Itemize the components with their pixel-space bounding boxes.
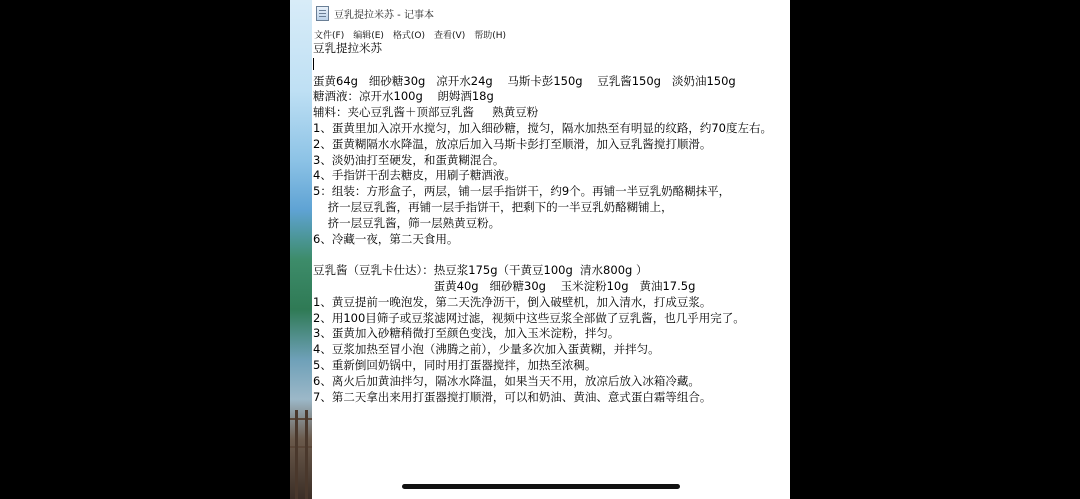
text-line: 豆乳酱（豆乳卡仕达）：热豆浆175g（干黄豆100g 清水800g ） xyxy=(313,263,648,278)
wallpaper-post xyxy=(305,410,308,499)
text-line: 蛋黄40g 细砂糖30g 玉米淀粉10g 黄油17.5g xyxy=(313,278,696,293)
text-caret xyxy=(313,58,314,70)
text-line xyxy=(313,247,790,263)
text-line: 5：组装：方形盒子，两层，铺一层手指饼干，约9个。再铺一半豆乳奶酪糊抹平， xyxy=(313,184,731,199)
text-line: 挤一层豆乳酱，筛一层熟黄豆粉。 xyxy=(313,215,501,230)
text-line: 糖酒液：凉开水100g 朗姆酒18g xyxy=(313,89,494,104)
text-line: 7、第二天拿出来用打蛋器搅打顺滑，可以和奶油、黄油、意式蛋白霜等组合。 xyxy=(313,389,712,404)
menu-view[interactable]: 查看(V) xyxy=(434,30,466,41)
text-line: 辅料：夹心豆乳酱＋顶部豆乳酱 熟黄豆粉 xyxy=(313,105,539,120)
notepad-icon xyxy=(316,6,329,21)
wallpaper-railing xyxy=(290,446,312,448)
home-indicator[interactable] xyxy=(402,484,680,489)
menu-file[interactable]: 文件(F) xyxy=(314,30,345,41)
text-line xyxy=(313,58,790,74)
wallpaper-railing xyxy=(290,418,312,420)
text-line: 3、蛋黄加入砂糖稍微打至颜色变浅，加入玉米淀粉，拌匀。 xyxy=(313,326,620,341)
text-line: 6、冷藏一夜，第二天食用。 xyxy=(313,231,459,246)
menu-edit[interactable]: 编辑(E) xyxy=(353,30,384,41)
menu-help[interactable]: 帮助(H) xyxy=(474,30,507,41)
window-title: 豆乳提拉米苏 - 记事本 xyxy=(334,9,434,21)
text-line: 4、手指饼干刮去糖皮，用刷子糖酒液。 xyxy=(313,168,516,183)
text-line: 挤一层豆乳酱，再铺一层手指饼干，把剩下的一半豆乳奶酪糊铺上， xyxy=(313,199,673,214)
text-line: 2、蛋黄糊隔水水降温，放凉后加入马斯卡彭打至顺滑，加入豆乳酱搅打顺滑。 xyxy=(313,136,712,151)
menu-format[interactable]: 格式(O) xyxy=(392,30,426,41)
desktop-wallpaper xyxy=(290,0,312,499)
text-line: 5、重新倒回奶锅中，同时用打蛋器搅拌，加热至浓稠。 xyxy=(313,357,597,372)
text-line: 3、淡奶油打至硬发，和蛋黄糊混合。 xyxy=(313,152,505,167)
title-bar[interactable] xyxy=(312,0,790,26)
wallpaper-post xyxy=(295,410,298,499)
text-editor-area[interactable] xyxy=(312,41,790,499)
text-line: 蛋黄64g 细砂糖30g 凉开水24g 马斯卡彭150g 豆乳酱150g 淡奶油150g xyxy=(313,73,736,88)
text-line: 1、黄豆提前一晚泡发，第二天洗净沥干，倒入破壁机，加入清水，打成豆浆。 xyxy=(313,294,712,309)
text-line: 6、离火后加黄油拌匀，隔冰水降温，如果当天不用，放凉后放入冰箱冷藏。 xyxy=(313,373,700,388)
menu-bar xyxy=(312,26,790,42)
text-line: 豆乳提拉米苏 xyxy=(313,41,382,55)
text-line: 4、豆浆加热至冒小泡（沸腾之前），少量多次加入蛋黄糊，并拌匀。 xyxy=(313,342,660,357)
text-line: 2、用100目筛子或豆浆滤网过滤，视频中这些豆浆全部做了豆乳酱，也几乎用完了。 xyxy=(313,310,745,325)
notepad-window[interactable] xyxy=(312,0,790,499)
text-line: 1、蛋黄里加入凉开水搅匀，加入细砂糖，搅匀，隔水加热至有明显的纹路，约70度左右。 xyxy=(313,120,772,135)
tablet-screen xyxy=(290,0,790,499)
